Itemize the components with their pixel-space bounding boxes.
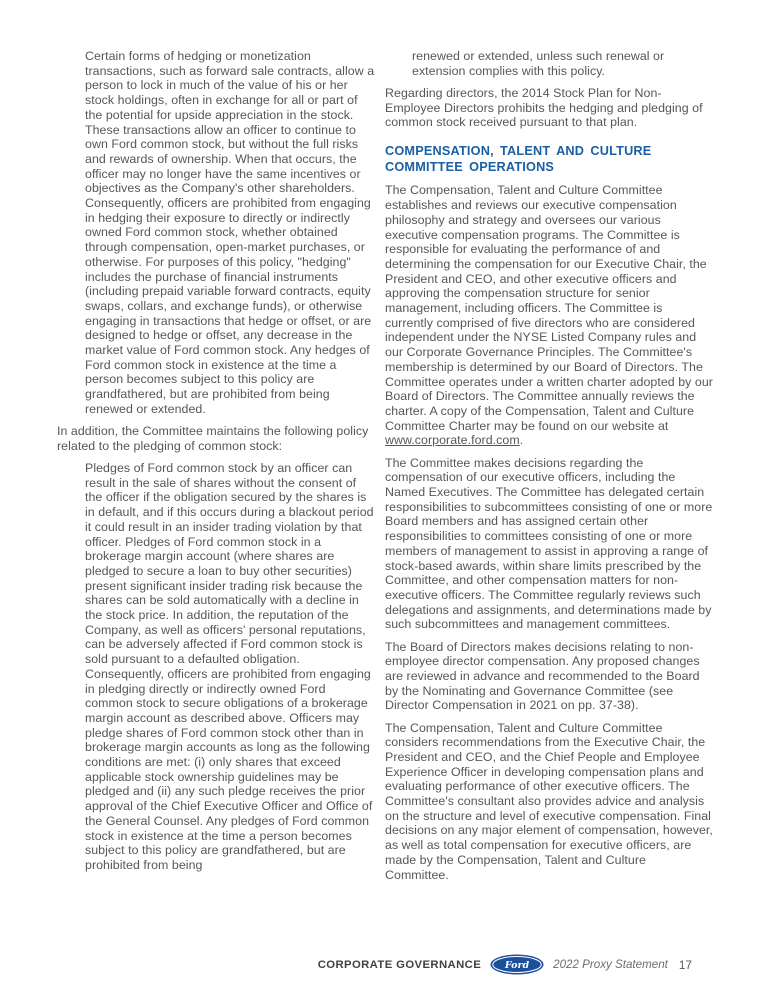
left-column bbox=[57, 49, 375, 890]
paragraph-pledging-policy: Pledges of Ford common stock by an officer can result in the sale of shares without the consent of the officer if the obligation secured by the shares is in default, and if this occurs during a blackout period it could result in an insider trading violation by that officer. Pledges of Ford common stock in a brokerage margin account (where shares are pledged to secure a loan to buy other securities) present significant insider trading risk because the shares can be sold automatically with a decline in the stock price. In addition, the reputation of the Company, as well as officers' personal reputations, can be adversely affected if Ford common stock is sold pursuant to a defaulted obligation. Consequently, officers are prohibited from engaging in pledging directly or indirectly owned Ford common stock to secure obligations of a brokerage margin account as described above. Officers may pledge shares of Ford common stock other than in brokerage margin accounts as long as the following conditions are met: (i) only shares that exceed applicable stock ownership guidelines may be pledged and (ii) any such pledge receives the prior approval of the Chief Executive Officer and Office of the General Counsel. Any pledges of Ford common stock in existence at the time a person becomes subject to this policy are grandfathered, but are prohibited from being bbox=[85, 460, 374, 872]
paragraph-committee-decisions: The Committee makes decisions regarding the compensation of our executive officers, including the Named Executives. The Committee has delegated certain responsibilities to subcommittees consisting of one or more Board members and has assigned certain other responsibilities to committees consisting of one or more members of management to assist in approving a range of stock-based awards, within share limits prescribed by the Committee, and other compensation matters for non-executive officers. The Committee regularly reviews such delegations and assignments, and determinations made by such subcommittees and management committees. bbox=[385, 455, 713, 632]
paragraph-directors-plan: Regarding directors, the 2014 Stock Plan for Non-Employee Directors prohibits the hedging and pledging of common stock received pursuant to that plan. bbox=[385, 85, 703, 130]
section-heading-compensation-committee: COMPENSATION, TALENT AND CULTURE COMMITTEE OPERATIONS bbox=[385, 144, 652, 175]
ford-logo-icon bbox=[490, 954, 544, 975]
footer-section-label: CORPORATE GOVERNANCE bbox=[317, 958, 482, 971]
corporate-ford-link[interactable]: www.corporate.ford.com bbox=[385, 433, 520, 448]
ford-logo-text: Ford bbox=[505, 960, 530, 971]
paragraph-board-decisions: The Board of Directors makes decisions relating to non-employee director compensation. Any proposed changes are reviewed in advance and recommended to the Board by the Nominating and Governance Committee (see Director Compensation in 2021 on pp. 37-38). bbox=[385, 639, 700, 713]
sentence-period: . bbox=[519, 433, 524, 448]
committee-operations-text: The Compensation, Talent and Culture Committee establishes and reviews our executive compensation philosophy and strategy and oversees our various executive compensation programs. The Committee is responsible for evaluating the performance of and determining the compensation for our Executive Chair, the President and CEO, and other executive officers and approving the compensation structure for senior management, including officers. The Committee is currently comprised of five directors who are considered independent under the NYSE Listed Company rules and our Corporate Governance Principles. The Committee's membership is determined by our Board of Directors. The Committee operates under a written charter adopted by our Board of Directors. The Committee annually reviews the charter. A copy of the Compensation, Talent and Culture Committee Charter may be found on our website at bbox=[385, 183, 713, 433]
page-footer bbox=[318, 954, 692, 975]
paragraph-hedging-continued: renewed or extended, unless such renewal or extension complies with this policy. bbox=[412, 49, 665, 78]
footer-doc-label: 2022 Proxy Statement bbox=[553, 958, 668, 971]
paragraph-hedging-policy: Certain forms of hedging or monetization transactions, such as forward sale contracts, allow a person to lock in much of the value of his or her stock holdings, often in exchange for all or part of the potential for upside appreciation in the stock. These transactions allow an officer to continue to own Ford common stock, but without the full risks and rewards of ownership. When that occurs, the officer may no longer have the same incentives or objectives as the Company's other shareholders. Consequently, officers are prohibited from engaging in hedging their exposure to directly or indirectly owned Ford common stock, whether obtained through compensation, open-market purchases, or otherwise. For purposes of this policy, "hedging" includes the purchase of financial instruments (including prepaid variable forward contracts, equity swaps, collars, and exchange funds), or otherwise engaging in transactions that hedge or offset, or are designed to hedge or offset, any decrease in the market value of Ford common stock. Any hedges of Ford common stock in existence at the time a person becomes subject to this policy are grandfathered, but are prohibited from being renewed or extended. bbox=[85, 49, 375, 416]
right-column bbox=[385, 49, 713, 890]
paragraph-committee-operations bbox=[385, 183, 713, 448]
paragraph-pledging-intro: In addition, the Committee maintains the following policy related to the pledging of common stock: bbox=[57, 424, 369, 453]
page-number: 17 bbox=[678, 957, 692, 972]
paragraph-committee-recommendations: The Compensation, Talent and Culture Committee considers recommendations from the Executive Chair, the President and CEO, and the Chief People and Employee Experience Officer in developing compensation plans and evaluating performance of other executive officers. The Committee's consultant also provides advice and analysis on the structure and level of executive compensation. Final decisions on any major element of compensation, however, as well as total compensation for executive officers, are made by the Compensation, Talent and Culture Committee. bbox=[385, 720, 713, 882]
